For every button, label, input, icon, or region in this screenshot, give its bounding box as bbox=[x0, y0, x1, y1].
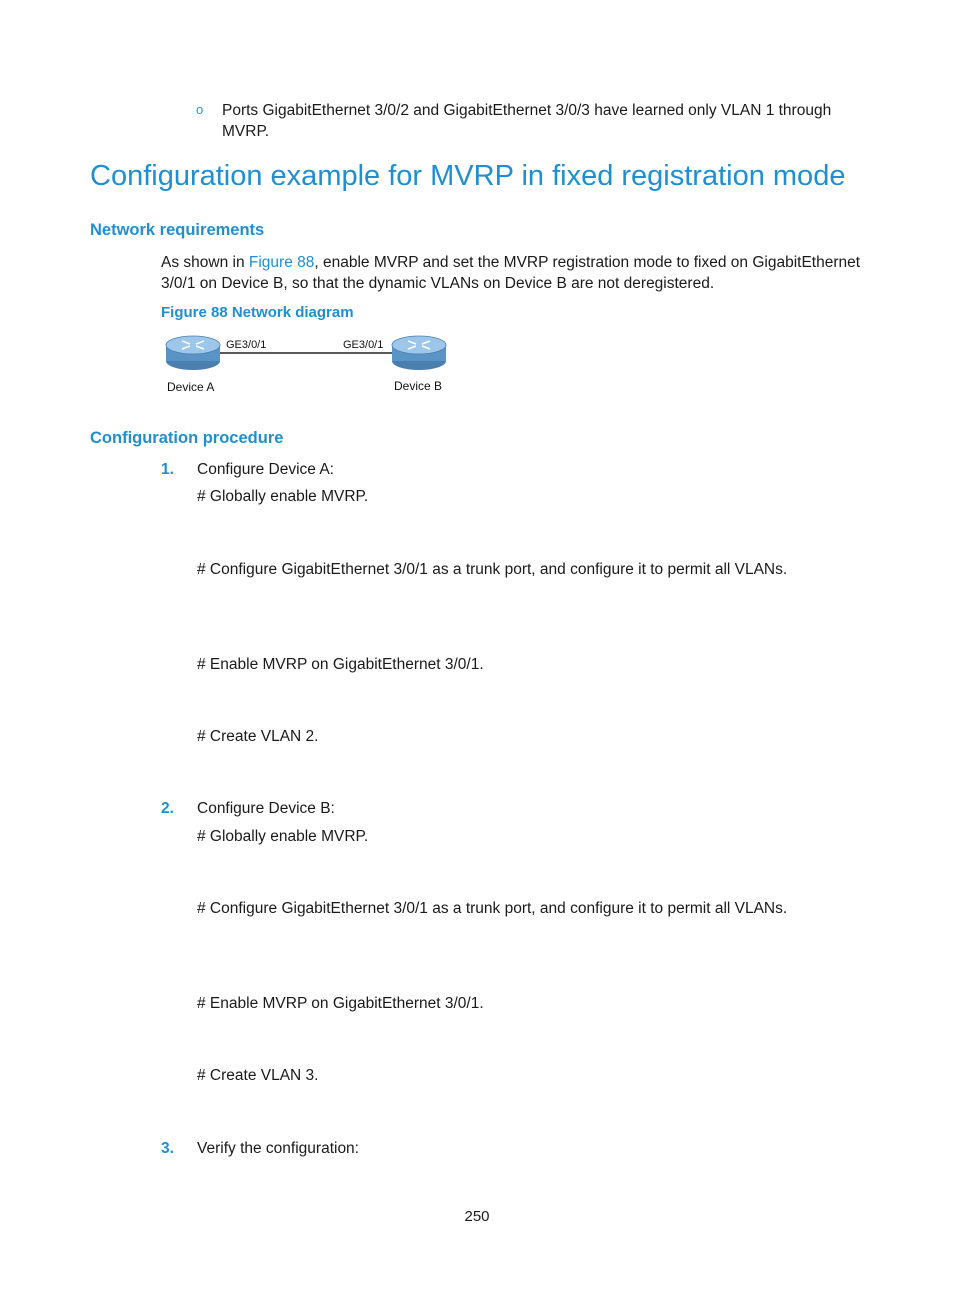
device-b-label: Device B bbox=[394, 379, 443, 393]
step-1-number: 1. bbox=[161, 461, 174, 478]
step-3-number: 3. bbox=[161, 1140, 174, 1157]
configuration-procedure-heading: Configuration procedure bbox=[90, 429, 284, 447]
switch-icon-device-a bbox=[166, 336, 220, 370]
para-suffix: , enable MVRP and set the MVRP registration mode to fixed on GigabitEthernet 3/0/1 on Device B, so that the dynamic VLANs on Device B are not deregistered. bbox=[161, 254, 861, 292]
step-1-comment-2: # Configure GigabitEthernet 3/0/1 as a trunk port, and configure it to permit all VLANs. bbox=[197, 561, 788, 578]
section-title: Configuration example for MVRP in fixed registration mode bbox=[90, 160, 846, 192]
switch-icon-device-b bbox=[392, 336, 446, 370]
step-1-comment-4: # Create VLAN 2. bbox=[197, 728, 319, 745]
network-requirements-heading: Network requirements bbox=[90, 221, 265, 239]
step-3-title: Verify the configuration: bbox=[197, 1140, 359, 1157]
step-2-comment-1: # Globally enable MVRP. bbox=[197, 828, 369, 845]
bullet-text: Ports GigabitEthernet 3/0/2 and GigabitEthernet 3/0/3 have learned only VLAN 1 through MVRP. bbox=[222, 102, 832, 140]
figure-caption: Figure 88 Network diagram bbox=[161, 304, 354, 321]
step-2-comment-4: # Create VLAN 3. bbox=[197, 1067, 319, 1084]
device-a-label: Device A bbox=[167, 380, 215, 394]
step-1-comment-3: # Enable MVRP on GigabitEthernet 3/0/1. bbox=[197, 656, 484, 673]
para-prefix: As shown in bbox=[161, 254, 249, 271]
step-2-title: Configure Device B: bbox=[197, 800, 335, 817]
figure-88-link[interactable]: Figure 88 bbox=[248, 254, 315, 271]
step-1-title: Configure Device A: bbox=[197, 461, 334, 478]
page-number: 250 bbox=[464, 1208, 490, 1225]
network-diagram bbox=[160, 330, 460, 400]
port-label-a: GE3/0/1 bbox=[226, 339, 267, 351]
network-requirements-paragraph bbox=[161, 252, 873, 294]
step-2-comment-3: # Enable MVRP on GigabitEthernet 3/0/1. bbox=[197, 995, 484, 1012]
step-2-number: 2. bbox=[161, 800, 174, 817]
step-2-comment-2: # Configure GigabitEthernet 3/0/1 as a trunk port, and configure it to permit all VLANs. bbox=[197, 900, 788, 917]
step-1-comment-1: # Globally enable MVRP. bbox=[197, 488, 369, 505]
port-label-b: GE3/0/1 bbox=[343, 339, 384, 351]
bullet-icon: o bbox=[196, 102, 204, 117]
